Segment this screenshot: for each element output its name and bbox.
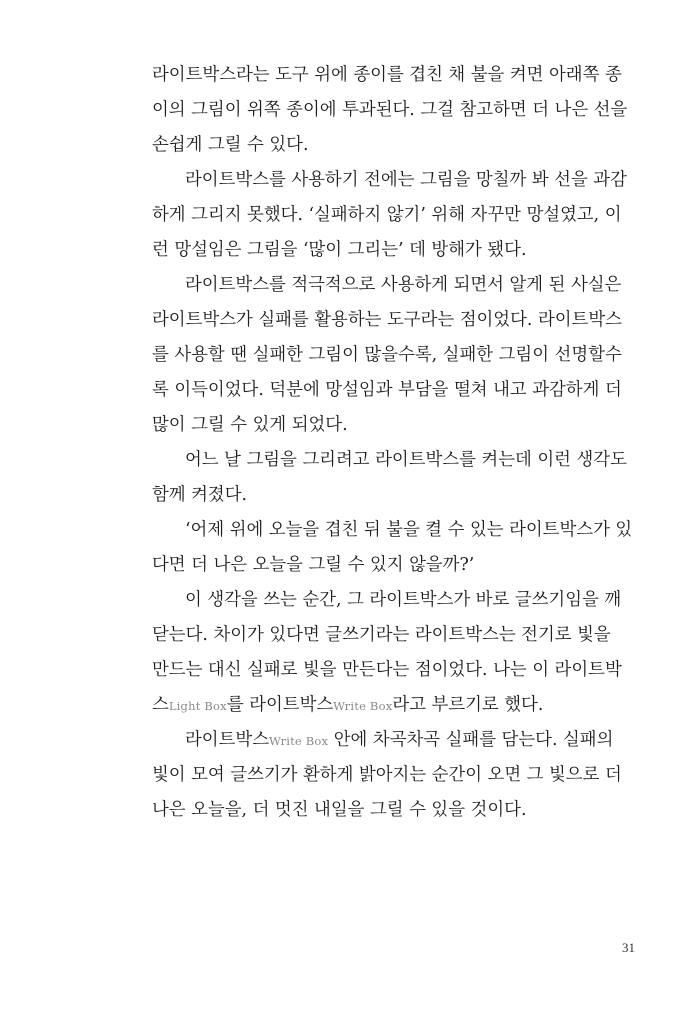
text-line: 닫는다. 차이가 있다면 글쓰기라는 라이트박스는 전기로 빛을 xyxy=(152,625,611,645)
text-line: 를 사용할 땐 실패한 그림이 많을수록, 실패한 그림이 선명할수 xyxy=(152,345,622,365)
text-line: 라이트박스가 실패를 활용하는 도구라는 점이었다. 라이트박스 xyxy=(152,310,622,330)
text-line: 록 이득이었다. 덕분에 망설임과 부담을 떨쳐 내고 과감하게 더 xyxy=(152,380,622,400)
text-line-with-gloss xyxy=(152,723,642,758)
text-segment: 안에 차곡차곡 실패를 담는다. 실패의 xyxy=(328,730,614,750)
body-text xyxy=(152,58,642,828)
text-line: 빛이 모여 글쓰기가 환하게 밝아지는 순간이 오면 그 빛으로 더 xyxy=(152,765,622,785)
text-segment: 스 xyxy=(152,695,169,715)
text-line: 어느 날 그림을 그리려고 라이트박스를 켜는데 이런 생각도 xyxy=(185,450,627,470)
text-line: 함께 켜졌다. xyxy=(152,485,248,505)
text-line: 라이트박스를 적극적으로 사용하게 되면서 알게 된 사실은 xyxy=(185,275,622,295)
text-line: 라이트박스를 사용하기 전에는 그림을 망칠까 봐 선을 과감 xyxy=(185,170,627,190)
page-number: 31 xyxy=(622,940,635,955)
text-line: 나은 오늘을, 더 멋진 내일을 그릴 수 있을 것이다. xyxy=(152,800,527,820)
text-line: 이의 그림이 위쪽 종이에 투과된다. 그걸 참고하면 더 나은 선을 xyxy=(152,100,628,120)
text-line: 만드는 대신 실패로 빛을 만든다는 점이었다. 나는 이 라이트박 xyxy=(152,660,622,680)
text-line: ‘어제 위에 오늘을 겹친 뒤 불을 켤 수 있는 라이트박스가 있 xyxy=(185,520,633,540)
english-gloss: Write Box xyxy=(333,699,393,713)
text-line: 다면 더 나은 오늘을 그릴 수 있지 않을까?’ xyxy=(152,555,475,575)
text-line: 이 생각을 쓰는 순간, 그 라이트박스가 바로 글쓰기임을 깨 xyxy=(185,590,622,610)
text-line-with-gloss xyxy=(152,688,642,723)
english-gloss: Light Box xyxy=(168,699,227,713)
text-segment: 를 라이트박스 xyxy=(226,695,334,715)
text-line: 런 망설임은 그림을 ‘많이 그리는’ 데 방해가 됐다. xyxy=(152,240,527,260)
text-line: 하게 그리지 못했다. ‘실패하지 않기’ 위해 자꾸만 망설였고, 이 xyxy=(152,205,622,225)
text-segment: 라이트박스 xyxy=(185,730,269,750)
text-line: 많이 그릴 수 있게 되었다. xyxy=(152,415,348,435)
text-segment: 라고 부르기로 했다. xyxy=(392,695,544,715)
english-gloss: Write Box xyxy=(269,734,329,748)
text-line: 손쉽게 그릴 수 있다. xyxy=(152,135,309,155)
text-line: 라이트박스라는 도구 위에 종이를 겹친 채 불을 켜면 아래쪽 종 xyxy=(152,65,622,85)
